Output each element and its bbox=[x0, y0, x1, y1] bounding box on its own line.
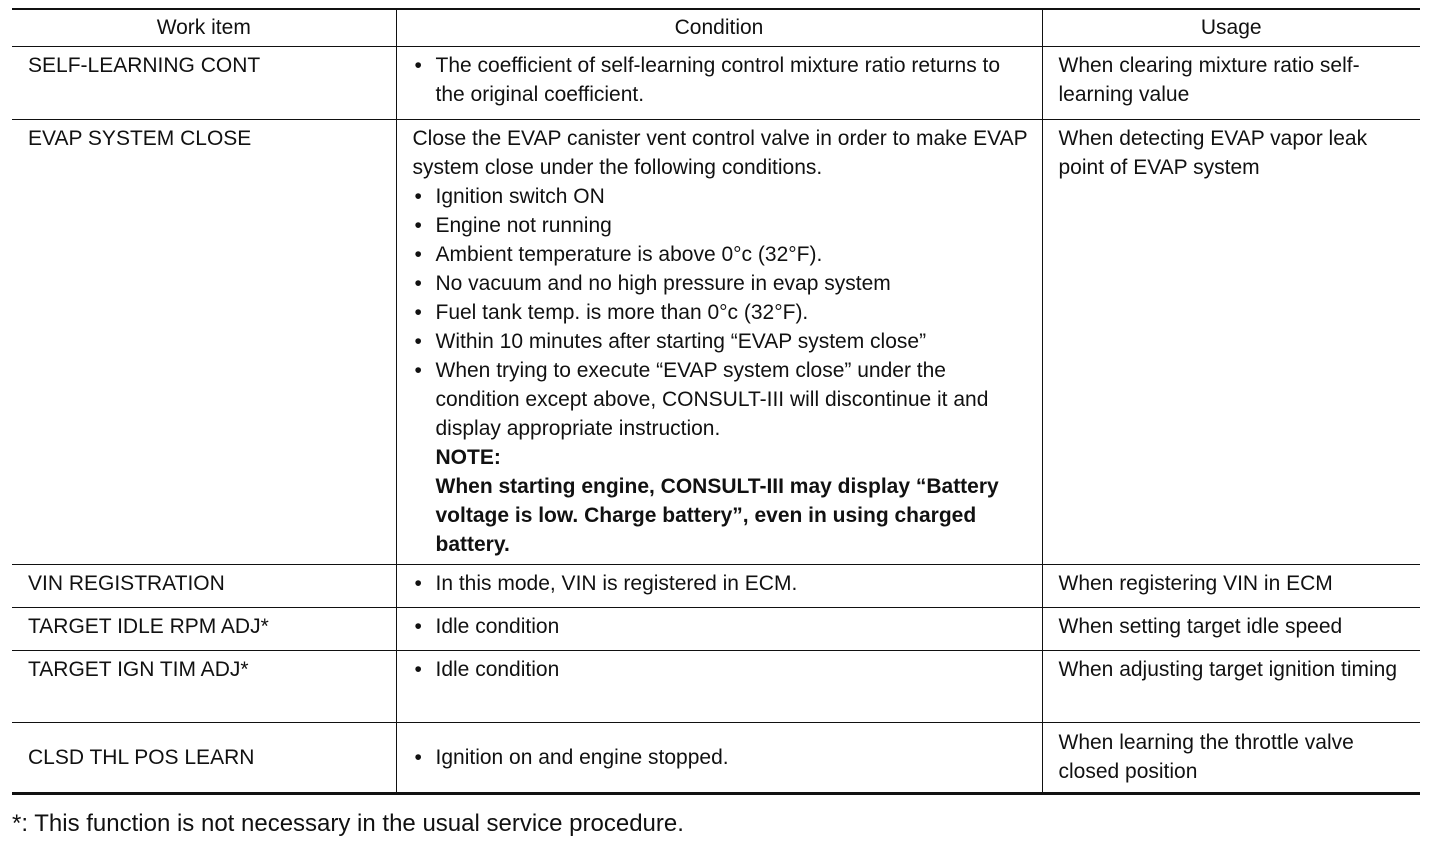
condition-bullet: • Ambient temperature is above 0°c (32°F). bbox=[413, 240, 1028, 269]
table-row bbox=[12, 565, 1420, 608]
usage-cell: When setting target idle speed bbox=[1042, 608, 1420, 651]
condition-bullet: • Within 10 minutes after starting “EVAP system close” bbox=[413, 327, 1028, 356]
note-text: When starting engine, CONSULT-III may display “Battery voltage is low. Charge battery”, even in using charged battery. bbox=[435, 475, 999, 556]
condition-list bbox=[413, 655, 1028, 684]
table-row bbox=[12, 47, 1420, 120]
condition-bullet: • No vacuum and no high pressure in evap system bbox=[413, 269, 1028, 298]
condition-list bbox=[413, 743, 1028, 772]
condition-cell bbox=[396, 565, 1042, 608]
condition-cell bbox=[396, 47, 1042, 120]
condition-cell bbox=[396, 120, 1042, 565]
usage-cell: When detecting EVAP vapor leak point of EVAP system bbox=[1042, 120, 1420, 565]
work-item-cell: SELF-LEARNING CONT bbox=[12, 47, 396, 120]
condition-list bbox=[413, 51, 1028, 109]
usage-cell: When adjusting target ignition timing bbox=[1042, 651, 1420, 723]
usage-cell: When clearing mixture ratio self-learning value bbox=[1042, 47, 1420, 120]
condition-list bbox=[413, 569, 1028, 598]
work-item-cell: CLSD THL POS LEARN bbox=[12, 723, 396, 794]
work-support-table-container bbox=[12, 8, 1420, 795]
header-work-item: Work item bbox=[12, 9, 396, 47]
condition-bullet: • Idle condition bbox=[413, 655, 1028, 684]
note-label: NOTE: bbox=[435, 446, 501, 469]
table-header-row bbox=[12, 9, 1420, 47]
header-condition: Condition bbox=[396, 9, 1042, 47]
work-item-cell: TARGET IGN TIM ADJ* bbox=[12, 651, 396, 723]
usage-cell: When registering VIN in ECM bbox=[1042, 565, 1420, 608]
work-support-table bbox=[12, 8, 1420, 795]
header-usage: Usage bbox=[1042, 9, 1420, 47]
table-row bbox=[12, 723, 1420, 794]
condition-cell bbox=[396, 651, 1042, 723]
table-row bbox=[12, 608, 1420, 651]
table-row bbox=[12, 651, 1420, 723]
table-row bbox=[12, 120, 1420, 565]
condition-bullet: • Ignition on and engine stopped. bbox=[413, 743, 1028, 772]
work-item-cell: VIN REGISTRATION bbox=[12, 565, 396, 608]
condition-bullet: • The coefficient of self-learning control mixture ratio returns to the original coefficient. bbox=[413, 51, 1028, 109]
condition-bullet: • Fuel tank temp. is more than 0°c (32°F). bbox=[413, 298, 1028, 327]
condition-bullet: • Engine not running bbox=[413, 211, 1028, 240]
condition-cell bbox=[396, 608, 1042, 651]
condition-bullet: • Idle condition bbox=[413, 612, 1028, 641]
work-item-cell: EVAP SYSTEM CLOSE bbox=[12, 120, 396, 565]
work-item-cell: TARGET IDLE RPM ADJ* bbox=[12, 608, 396, 651]
footnote: *: This function is not necessary in the usual service procedure. bbox=[12, 810, 684, 837]
condition-list bbox=[413, 182, 1028, 443]
condition-list bbox=[413, 612, 1028, 641]
usage-cell: When learning the throttle valve closed position bbox=[1042, 723, 1420, 794]
condition-bullet: • Ignition switch ON bbox=[413, 182, 1028, 211]
condition-cell bbox=[396, 723, 1042, 794]
condition-intro: Close the EVAP canister vent control valve in order to make EVAP system close under the following conditions. bbox=[412, 127, 1028, 179]
condition-bullet: • When trying to execute “EVAP system close” under the condition except above, CONSULT-III will discontinue it and display appropriate instruction. bbox=[413, 356, 1028, 443]
condition-bullet: • In this mode, VIN is registered in ECM. bbox=[413, 569, 1028, 598]
